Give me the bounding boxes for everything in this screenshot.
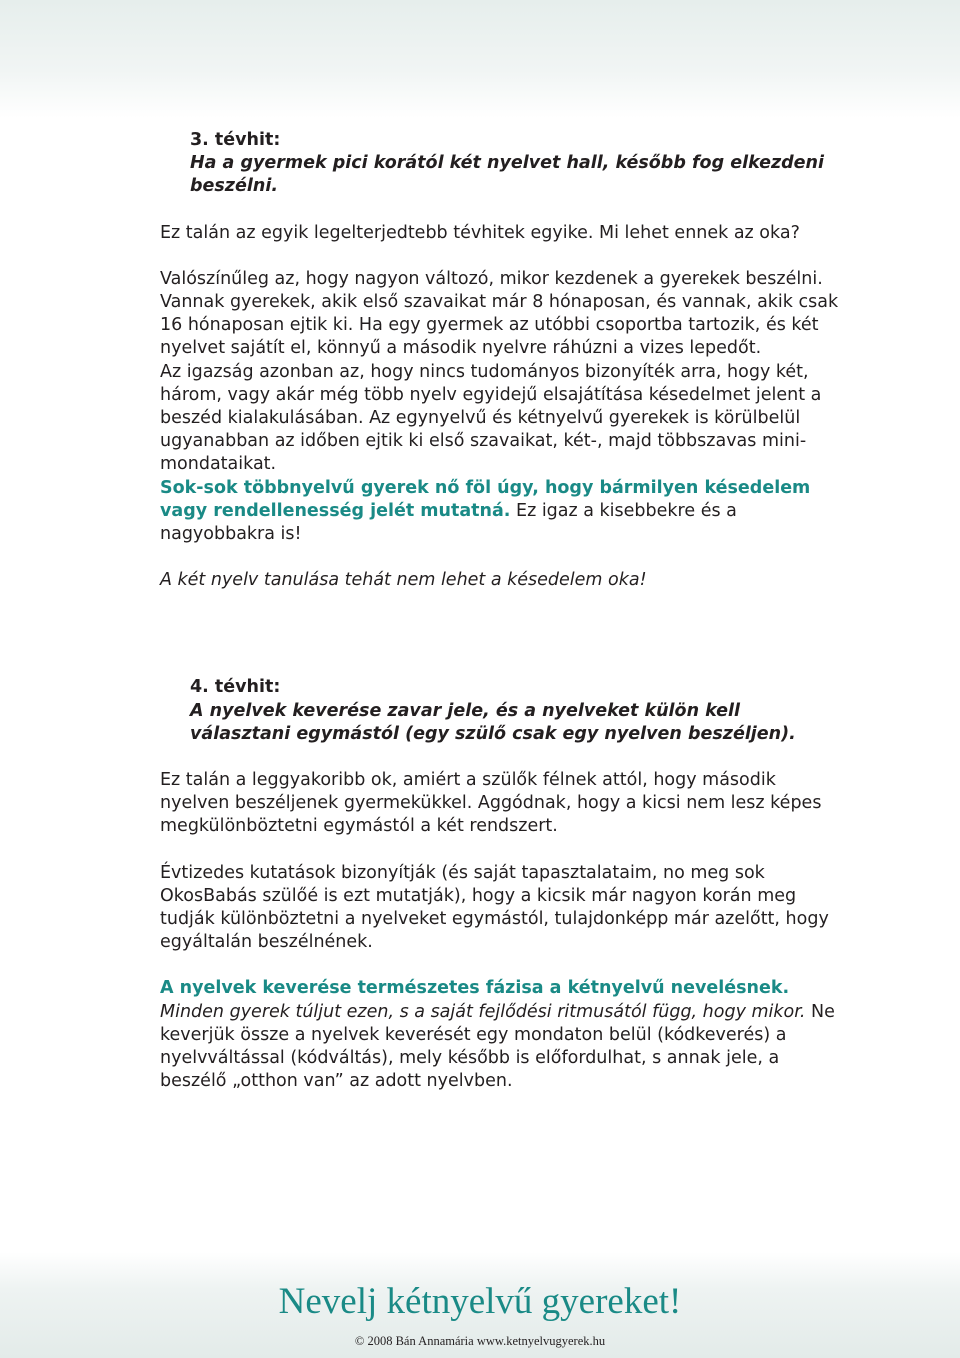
page-content bbox=[160, 129, 840, 1094]
myth3-paragraph-3: Az igazság azonban az, hogy nincs tudományos bizonyíték arra, hogy két, három, vagy akár még több nyelv egyidejű elsajátítása késedelmet jelent a beszéd kialakulásában. Az egynyelvű és kétnyelvű gyerekek is körülbelül ugyanabban az időben ejtik ki első szavaikat, két-, majd többszavas mini-mondataikat. bbox=[160, 361, 822, 475]
myth3-paragraph-4 bbox=[160, 477, 840, 547]
myth4-paragraph-2: Évtizedes kutatások bizonyítják (és saját tapasztalataim, no meg sok OkosBabás szülőé is ezt mutatják), hogy a kicsik már nagyon korán meg tudják különböztetni a nyelveket egymástól, tulajdonképp már azelőtt, hogy egyáltalán beszélnének. bbox=[160, 862, 829, 953]
myth4-heading bbox=[160, 676, 840, 746]
myth4-number: 4. tévhit: bbox=[190, 677, 281, 698]
header-band bbox=[0, 0, 960, 118]
myth3-highlight: Sok-sok többnyelvű gyerek nő föl úgy, hogy bármilyen késedelem vagy rendellenesség jelét mutatná. bbox=[160, 477, 811, 521]
myth4-italic-note: Minden gyerek túljut ezen, s a saját fejlődési ritmusától függ, hogy mikor. bbox=[160, 1001, 806, 1022]
myth3-conclusion: A két nyelv tanulása tehát nem lehet a késedelem oka! bbox=[160, 570, 647, 591]
myth3-number: 3. tévhit: bbox=[190, 130, 281, 150]
myth4-paragraph-3-rest: Ne keverjük össze a nyelvek keverését egy mondaton belül (kódkeverés) a nyelvváltással (kódváltás), mely később is előfordulhat, s annak jele, a beszélő „otthon van” az adott nyelvben. bbox=[160, 1001, 835, 1092]
myth4-statement: A nyelvek keverése zavar jele, és a nyelveket külön kell választani egymástól (egy szülő csak egy nyelven beszéljen). bbox=[190, 700, 796, 744]
myth4-highlight: A nyelvek keverése természetes fázisa a kétnyelvű nevelésnek. bbox=[160, 978, 790, 999]
myth4-paragraph-3 bbox=[160, 977, 840, 1093]
myth4-paragraph-1: Ez talán a leggyakoribb ok, amiért a szülők félnek attól, hogy második nyelven beszéljenek gyermekükkel. Aggódnak, hogy a kicsi nem lesz képes megkülönböztetni egymástól a két rendszert. bbox=[160, 770, 822, 837]
footer-copyright: © 2008 Bán Annamária www.ketnyelvugyerek.hu bbox=[354, 1334, 606, 1348]
myth3-paragraph-4-rest: Ez igaz a kisebbekre és a nagyobbakra is! bbox=[160, 500, 737, 545]
footer-slogan: Nevelj kétnyelvű gyereket! bbox=[278, 1281, 682, 1322]
myth3-paragraph-1: Ez talán az egyik legelterjedtebb tévhitek egyike. Mi lehet ennek az oka? bbox=[160, 222, 800, 243]
myth3-heading bbox=[160, 129, 840, 199]
myth3-paragraph-2: Valószínűleg az, hogy nagyon változó, mikor kezdenek a gyerekek beszélni. Vannak gyerekek, akik első szavaikat már 8 hónaposan, és vannak, akik csak 16 hónaposan ejtik ki. Ha egy gyermek az utóbbi csoportba tartozik, és két nyelvet sajátít el, könnyű a második nyelvre ráhúzni a vizes lepedőt. bbox=[160, 268, 839, 359]
myth3-statement: Ha a gyermek pici korától két nyelvet hall, később fog elkezdeni beszélni. bbox=[190, 153, 824, 197]
